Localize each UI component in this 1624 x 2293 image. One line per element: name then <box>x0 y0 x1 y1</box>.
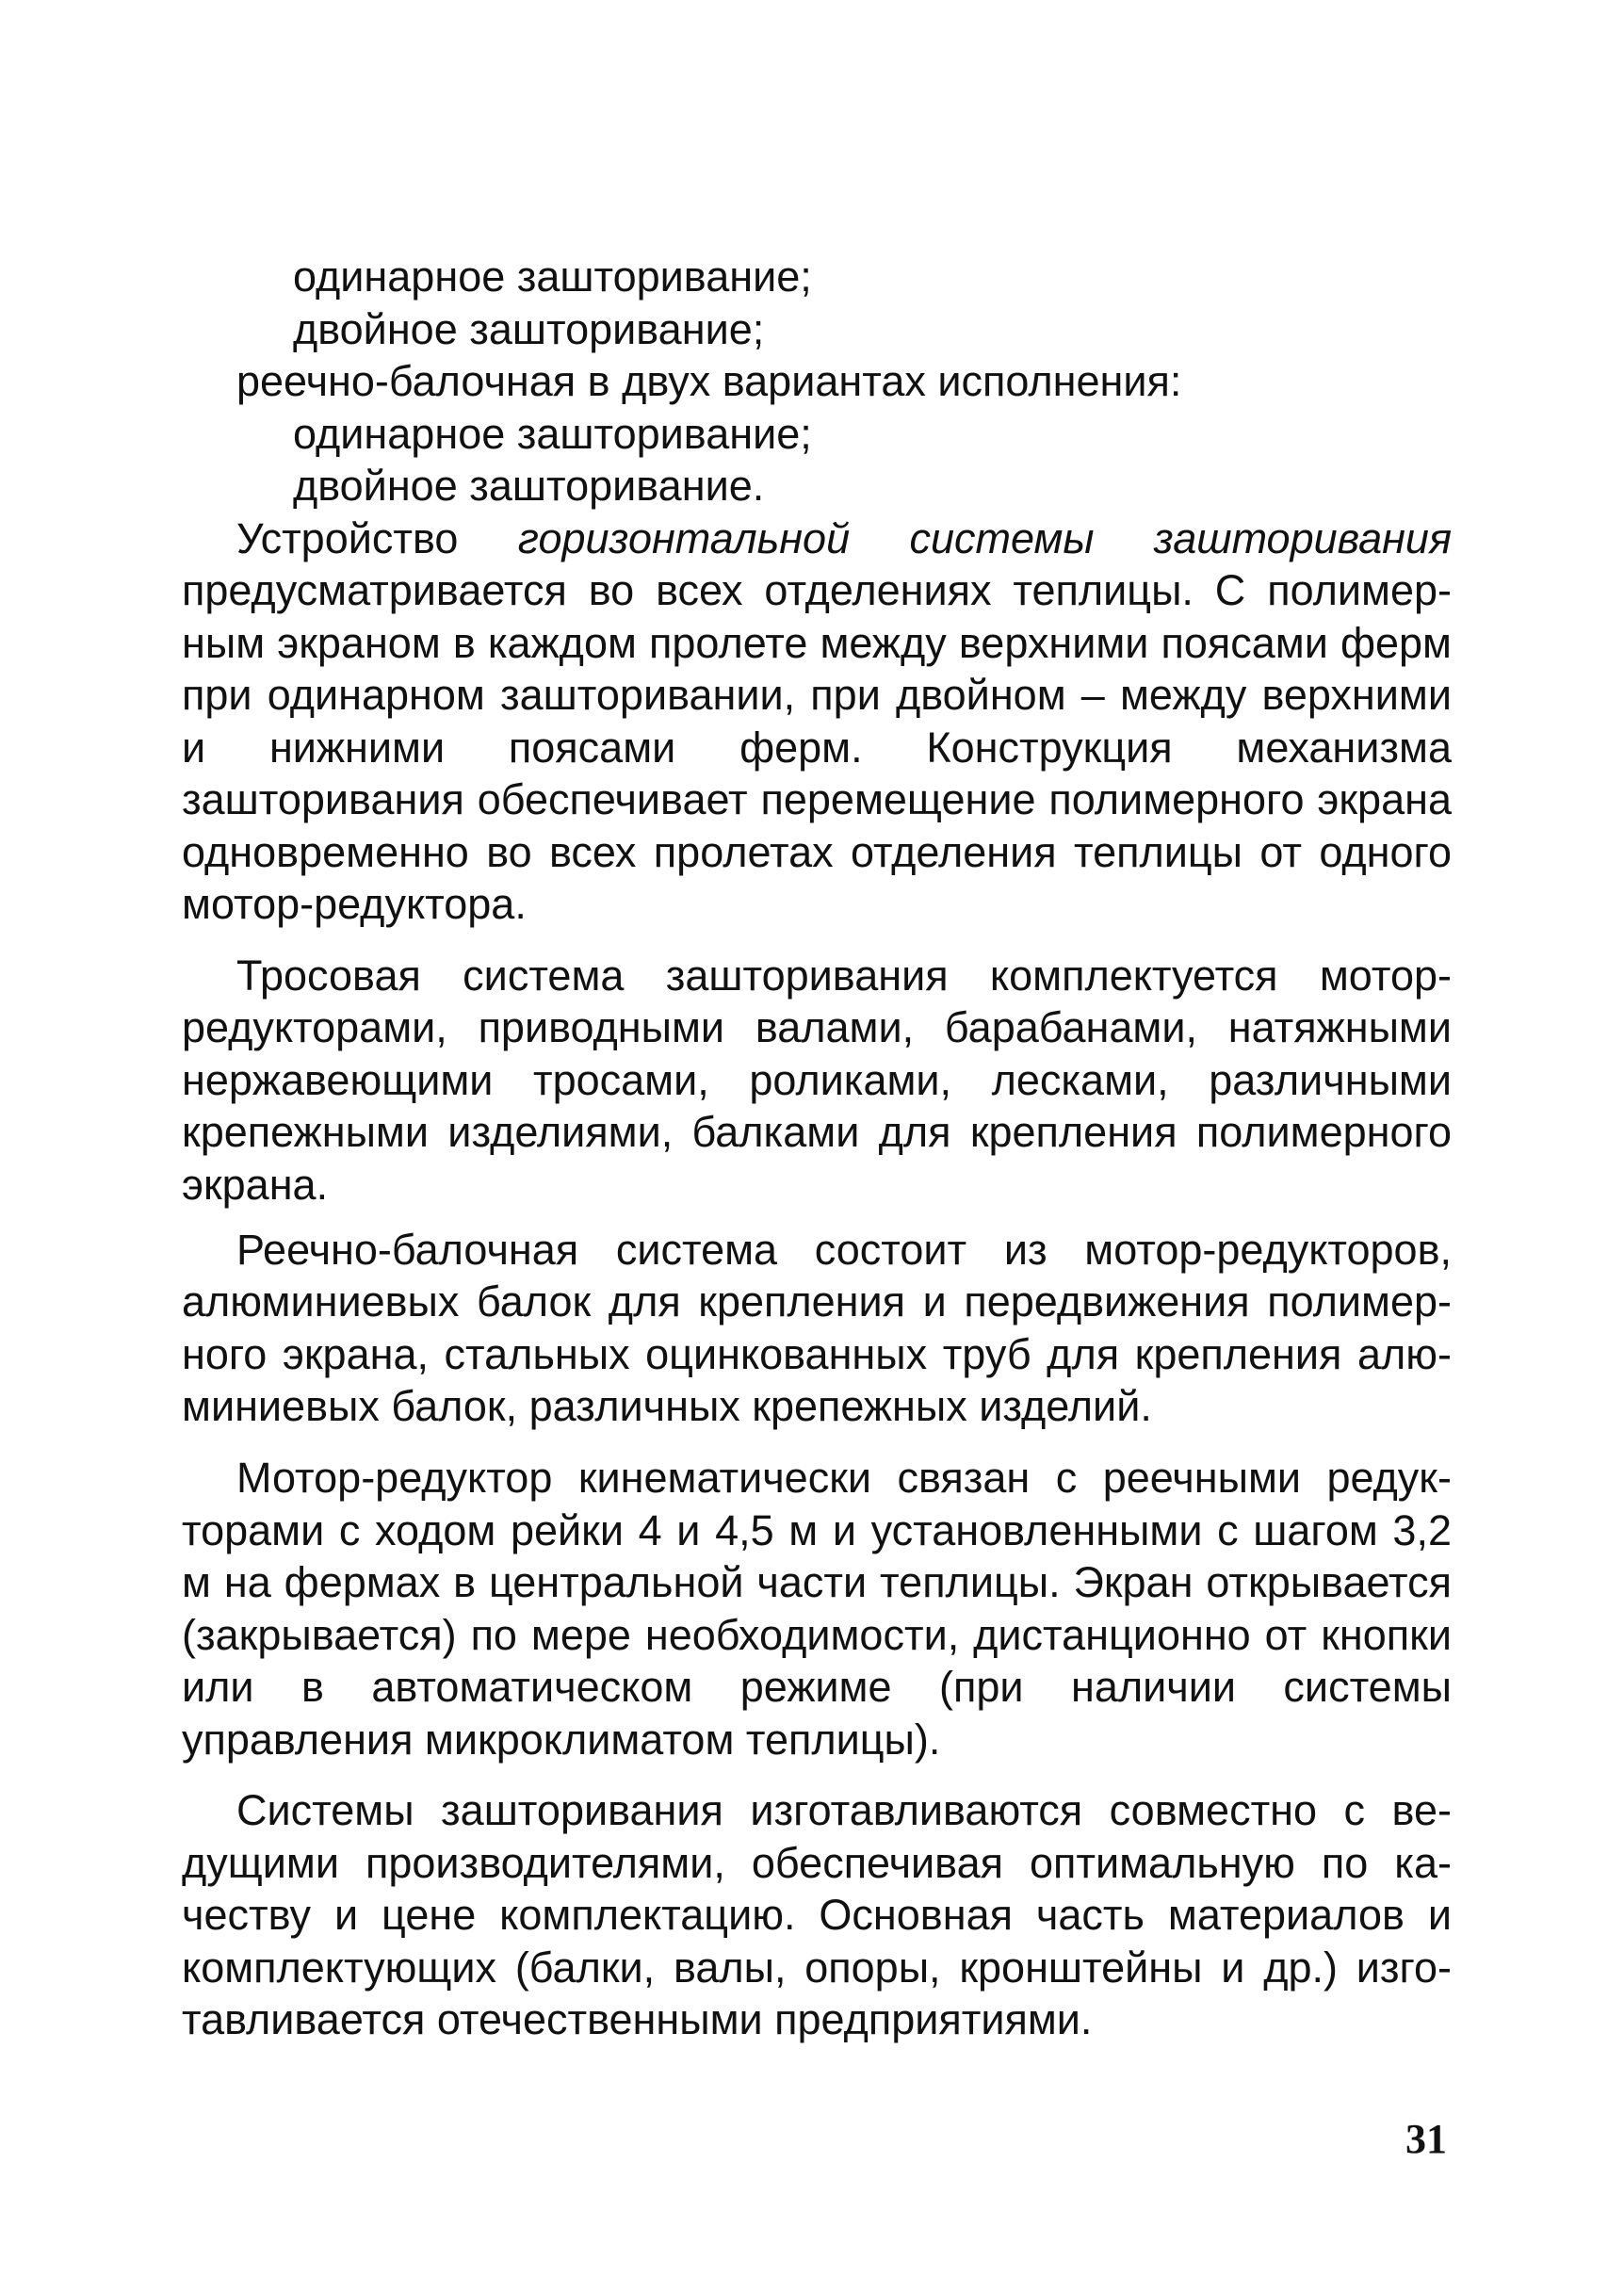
paragraph-cable-system: Тросовая система зашторивания комплектуется мотор-редукторами, приводными валами, барабанами, натяжными нержавеющими тросами, роликами, лесками, различными крепежными изделиями, балками для крепления полимерного экрана. <box>182 951 1452 1209</box>
list-item-single-shading: одинарное зашторивание; <box>293 252 812 301</box>
list-item-double-shading: двойное зашторивание; <box>293 304 765 353</box>
list-item-double-shading-2: двойное зашторивание. <box>293 462 765 510</box>
paragraph-emphasis: горизонтальной системы зашторивания <box>517 513 1452 562</box>
paragraph-motor-reducer: Мотор-редуктор кинематически связан с реечными редукторами с ходом рейки 4 и 4,5 м и установленными с шагом 3,2 м на фермах в центральной части теплицы. Экран открывается (закрывается) по мере необходимости, дистанционно от кнопки или в автоматическом режиме (при наличии системы управления микроклиматом теплицы). <box>182 1454 1452 1764</box>
page-number: 31 <box>1405 2116 1447 2162</box>
list-item-single-shading-2: одинарное зашторивание; <box>293 409 812 458</box>
body-text <box>182 251 1452 2075</box>
paragraph-horizontal-system <box>182 512 1452 931</box>
paragraph-rack-beam-system: Реечно-балочная система состоит из мотор-редукторов, алюминиевых балок для крепления и передвижения полимерного экрана, стальных оцинкованных труб для крепления алюминиевых балок, различных крепежных изделий. <box>182 1225 1452 1431</box>
list-item-rack-beam: реечно-балочная в двух вариантах исполнения: <box>236 357 1182 405</box>
paragraph-manufacturing: Системы зашторивания изготавливаются совместно с ведущими производителями, обеспечивая оптимальную по качеству и цене комплектацию. Основная часть материалов и комплектующих (балки, валы, опоры, кронштейны и др.) изготавливается отечественными предприятиями. <box>182 1786 1452 2044</box>
paragraph-body: предусматривается во всех отделениях теплицы. С полимерным экраном в каждом пролете между верхними поясами ферм при одинарном зашторивании, при двойном – между верхними и нижними поясами ферм. Конструкция механизма зашторивания обеспечивает перемещение полимерного экрана одновременно во всех пролетах отделения теплицы от одного мотор-редуктора. <box>182 566 1452 928</box>
paragraph-lead: Устройство <box>236 513 518 562</box>
